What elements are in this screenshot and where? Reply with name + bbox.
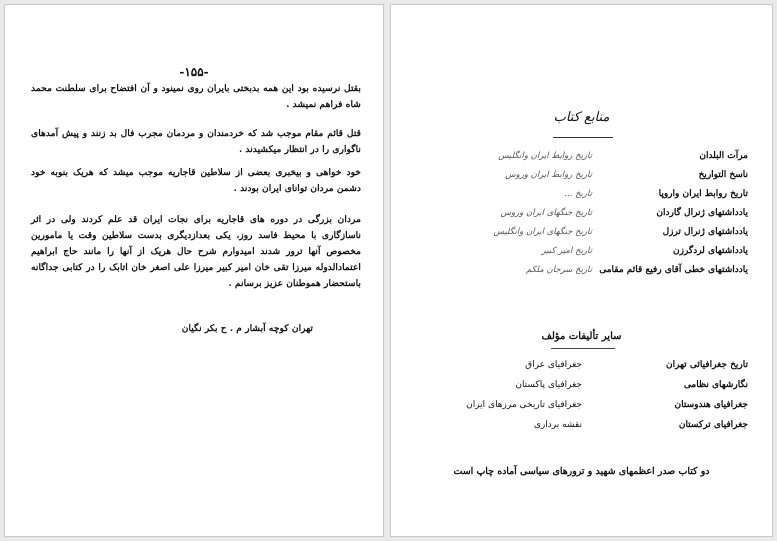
forthcoming-books-note: دو کتاب صدر اعظمهای شهید و ترورهای سیاسی آماده چاپ است [453,466,710,477]
paragraph-1: بقتل نرسیده بود این همه بدبختی بایران روی نمینود و آن افتضاح برای سلطنت محمد شاه فراهم نمیشد . [31,83,361,110]
work-title: نگارشهای نظامی [683,380,748,390]
source-reference: تاریخ سرجان ملکم [526,265,592,275]
work-row [391,380,772,396]
source-row [391,170,772,186]
source-book: یادداشتهای ژنرال ترزل [662,227,748,237]
paragraph-2: قتل قائم مقام موجب شد که خردمندان و مردمان مجرب فال بد زنند و پیش آمدهای ناگواری را در انتظار میکشیدند . [31,128,361,155]
source-reference: تاریخ ... [564,189,592,199]
paragraph-3: خود خواهی و بیخبری بعضی از سلاطین قاجاریه موجب میشد که هریک بنوبه خود دشمن مردان توانای ایران بودند . [31,167,361,194]
source-reference: تاریخ جنگهای ایران وانگلیس [493,227,592,237]
author-signature: تهران کوچه آبشار م . ح بکر نگیان [181,323,313,334]
source-row [391,246,772,262]
source-reference: تاریخ جنگهای ایران وروس [500,208,592,218]
source-row [391,189,772,205]
source-row [391,227,772,243]
right-page [390,4,773,537]
source-book: یادداشتهای خطی آقای رفیع قائم مقامی [599,265,748,275]
title-underline [553,137,613,138]
source-book: مرآت البلدان [699,151,748,161]
source-book: یادداشتهای لردگرزن [672,246,748,256]
source-row [391,151,772,167]
work-title: جغرافیای تاریخی مرزهای ایران [466,400,582,410]
left-page [4,4,384,537]
page-number: -۱۵۵- [179,65,209,79]
work-row [391,400,772,416]
work-title: جغرافیای پاکستان [515,380,582,390]
source-book: یادداشتهای ژنرال گاردان [656,208,748,218]
section-divider [551,348,615,349]
other-works-title: سایر تألیفات مؤلف [541,331,622,342]
work-title: جغرافیای عراق [525,360,582,370]
source-book: ناسخ التواریخ [698,170,748,180]
source-row [391,265,772,281]
work-title: تاریخ جغرافیائی تهران [665,360,748,370]
source-reference: تاریخ روابط ایران وانگلیس [498,151,592,161]
source-book: تاریخ روابط ایران واروپا [658,189,748,199]
source-reference: تاریخ امیر کبیر [541,246,592,256]
source-reference: تاریخ روابط ایران وروس [505,170,592,180]
sources-title: منابع کتاب [553,110,610,125]
work-row [391,420,772,436]
work-title: نقشه برداری [533,420,582,430]
work-title: جغرافیای هندوستان [674,400,748,410]
work-row [391,360,772,376]
source-row [391,208,772,224]
paragraph-4: مردان بزرگی در دوره های قاجاریه برای نجات ایران قد علم کردند ولی در اثر ناسازگاری با محیط فاسد روز، یکی بعدازدیگری بدست سلاطین وقت یا مامورین مخصوص آنها ترور شدند امیدوارم شرح حال هریک از آنها را مانند حاج ابراهیم اعتمادالدوله میرزا تقی خان امیر کبیر میرزا علی اصغر خان اتابک را در کتابی جداگانه باستحضار هموطنان عزیز برسانم . [31,214,361,289]
work-title: جغرافیای ترکستان [678,420,748,430]
